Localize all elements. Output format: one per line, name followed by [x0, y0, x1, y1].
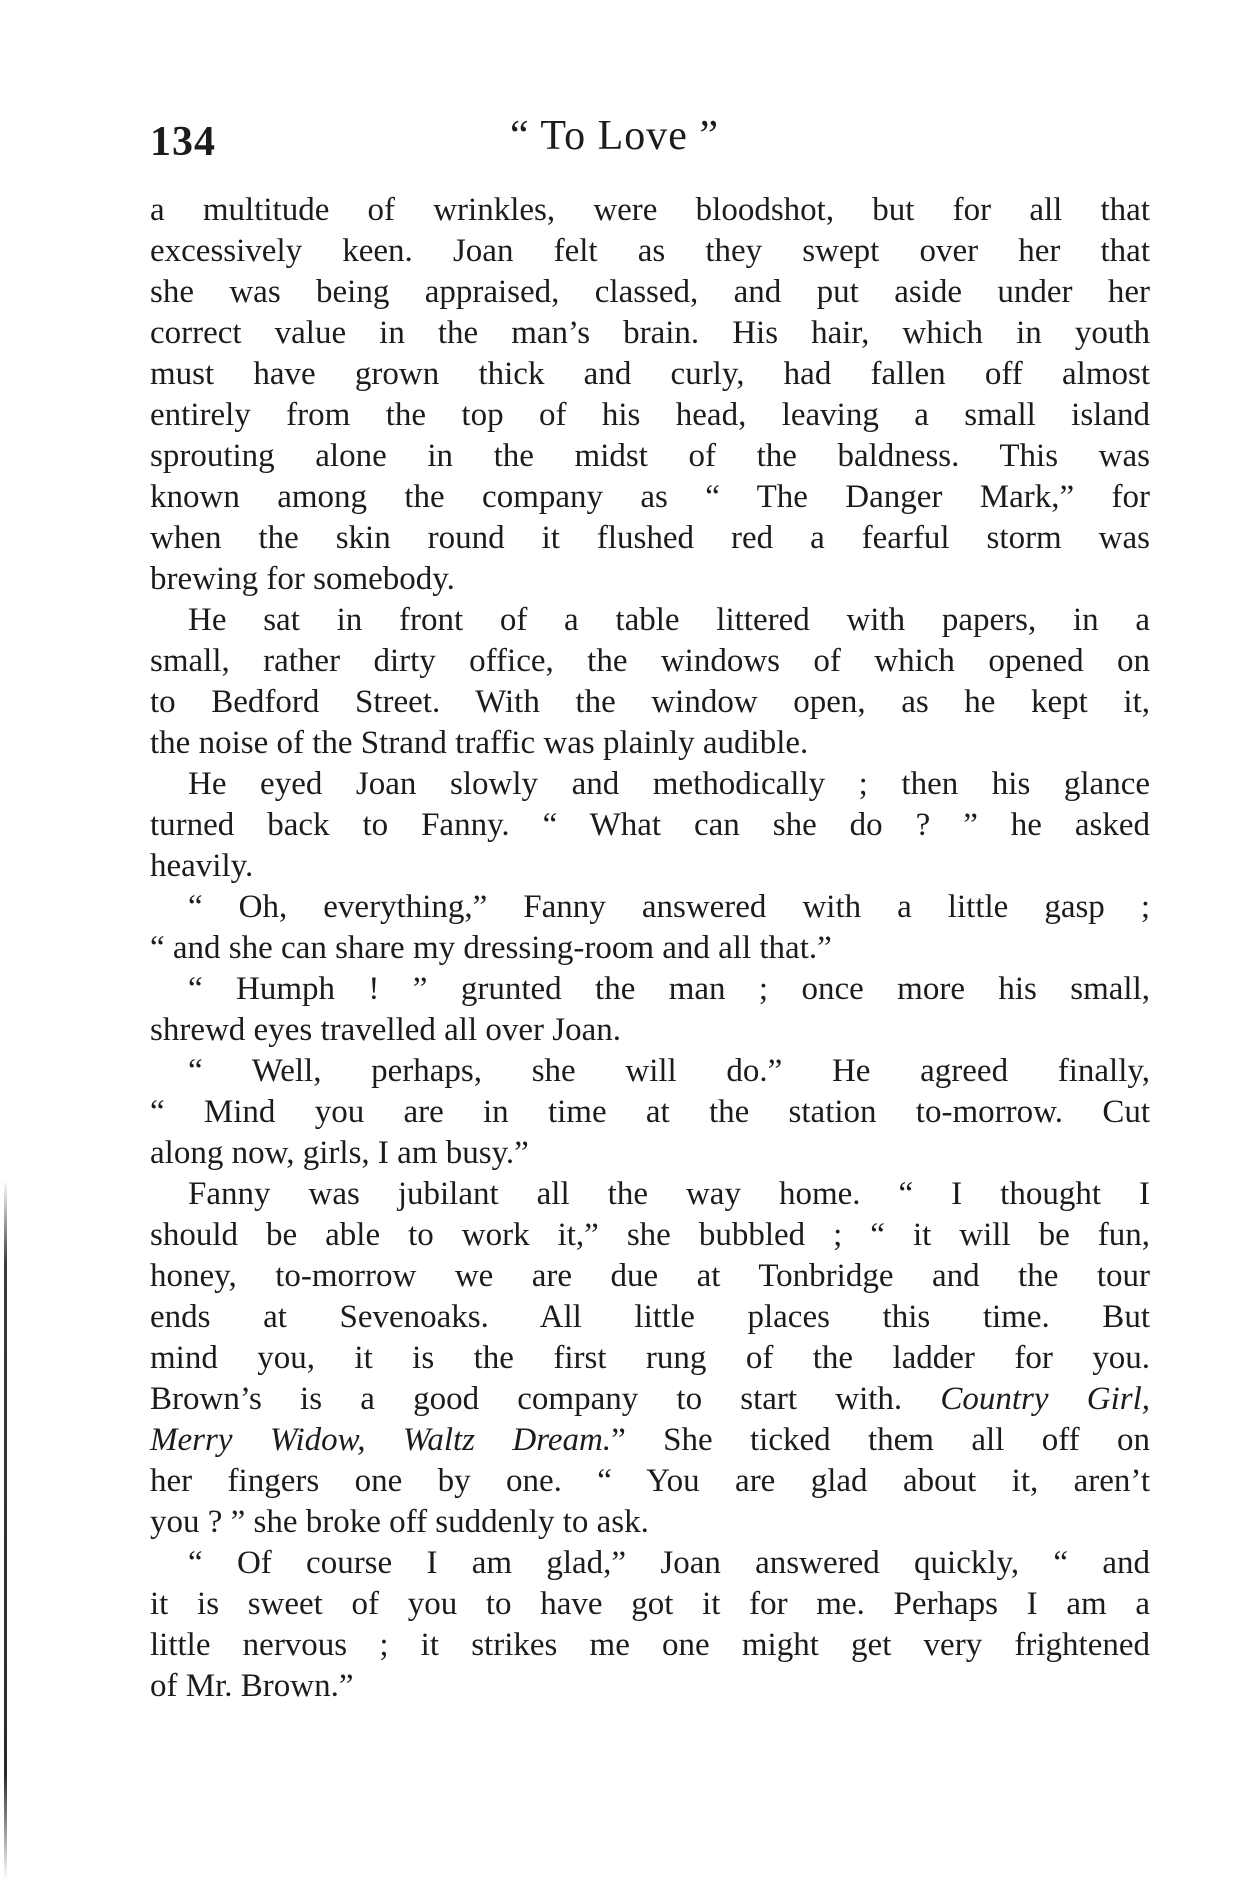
- text-line: she was being appraised, classed, and put aside under her: [150, 274, 1150, 310]
- text-line: ends at Sevenoaks. All little places this time. But: [150, 1299, 1150, 1335]
- paragraph: [150, 969, 1150, 1051]
- running-head: [150, 112, 1150, 172]
- text-line: correct value in the man’s brain. His hair, which in youth: [150, 315, 1150, 351]
- text-line: Merry Widow, Waltz Dream.” She ticked them all off on: [150, 1422, 1150, 1458]
- paragraph: [150, 1174, 1150, 1543]
- text-line: little nervous ; it strikes me one might get very frightened: [150, 1627, 1150, 1663]
- text-line: small, rather dirty office, the windows of which opened on: [150, 643, 1150, 679]
- body-text: [150, 190, 1150, 1707]
- text-line: “ Humph ! ” grunted the man ; once more his small,: [188, 971, 1150, 1007]
- text-line: should be able to work it,” she bubbled ; “ it will be fun,: [150, 1217, 1150, 1253]
- text-line: Brown’s is a good company to start with. Country Girl,: [150, 1381, 1150, 1417]
- text-line: brewing for somebody.: [150, 561, 455, 597]
- text-line: sprouting alone in the midst of the baldness. This was: [150, 438, 1150, 474]
- text-line: a multitude of wrinkles, were bloodshot, but for all that: [150, 192, 1150, 228]
- text-line: of Mr. Brown.”: [150, 1668, 354, 1704]
- text-line: known among the company as “ The Danger Mark,” for: [150, 479, 1150, 515]
- text-line: excessively keen. Joan felt as they swept over her that: [150, 233, 1150, 269]
- text-line: “ Of course I am glad,” Joan answered quickly, “ and: [188, 1545, 1150, 1581]
- text-line: Fanny was jubilant all the way home. “ I thought I: [188, 1176, 1150, 1212]
- paragraph: [150, 190, 1150, 600]
- paragraph: [150, 887, 1150, 969]
- text-line: must have grown thick and curly, had fallen off almost: [150, 356, 1150, 392]
- paragraph: [150, 600, 1150, 764]
- text-line: it is sweet of you to have got it for me. Perhaps I am a: [150, 1586, 1150, 1622]
- text-line: mind you, it is the first rung of the ladder for you.: [150, 1340, 1150, 1376]
- text-line: heavily.: [150, 848, 254, 884]
- text-line: entirely from the top of his head, leaving a small island: [150, 397, 1150, 433]
- text-line: “ Mind you are in time at the station to-morrow. Cut: [150, 1094, 1150, 1130]
- paragraph: [150, 1051, 1150, 1174]
- text-line: shrewd eyes travelled all over Joan.: [150, 1012, 621, 1048]
- running-title: “ To Love ”: [510, 113, 720, 159]
- page-number: 134: [150, 119, 216, 165]
- text-line: honey, to-morrow we are due at Tonbridge and the tour: [150, 1258, 1150, 1294]
- text-line: “ and she can share my dressing-room and all that.”: [150, 930, 832, 966]
- paragraph: [150, 764, 1150, 887]
- text-line: turned back to Fanny. “ What can she do ? ” he asked: [150, 807, 1150, 843]
- text-line: He eyed Joan slowly and methodically ; then his glance: [188, 766, 1150, 802]
- text-line: “ Oh, everything,” Fanny answered with a little gasp ;: [188, 889, 1150, 925]
- text-line: along now, girls, I am busy.”: [150, 1135, 529, 1171]
- page-binding-edge: [4, 1180, 7, 1880]
- text-line: the noise of the Strand traffic was plainly audible.: [150, 725, 809, 761]
- text-line: you ? ” she broke off suddenly to ask.: [150, 1504, 649, 1540]
- text-line: her fingers one by one. “ You are glad about it, aren’t: [150, 1463, 1150, 1499]
- paragraph: [150, 1543, 1150, 1707]
- text-line: “ Well, perhaps, she will do.” He agreed finally,: [188, 1053, 1150, 1089]
- text-line: He sat in front of a table littered with papers, in a: [188, 602, 1150, 638]
- text-line: to Bedford Street. With the window open, as he kept it,: [150, 684, 1150, 720]
- text-line: when the skin round it flushed red a fearful storm was: [150, 520, 1150, 556]
